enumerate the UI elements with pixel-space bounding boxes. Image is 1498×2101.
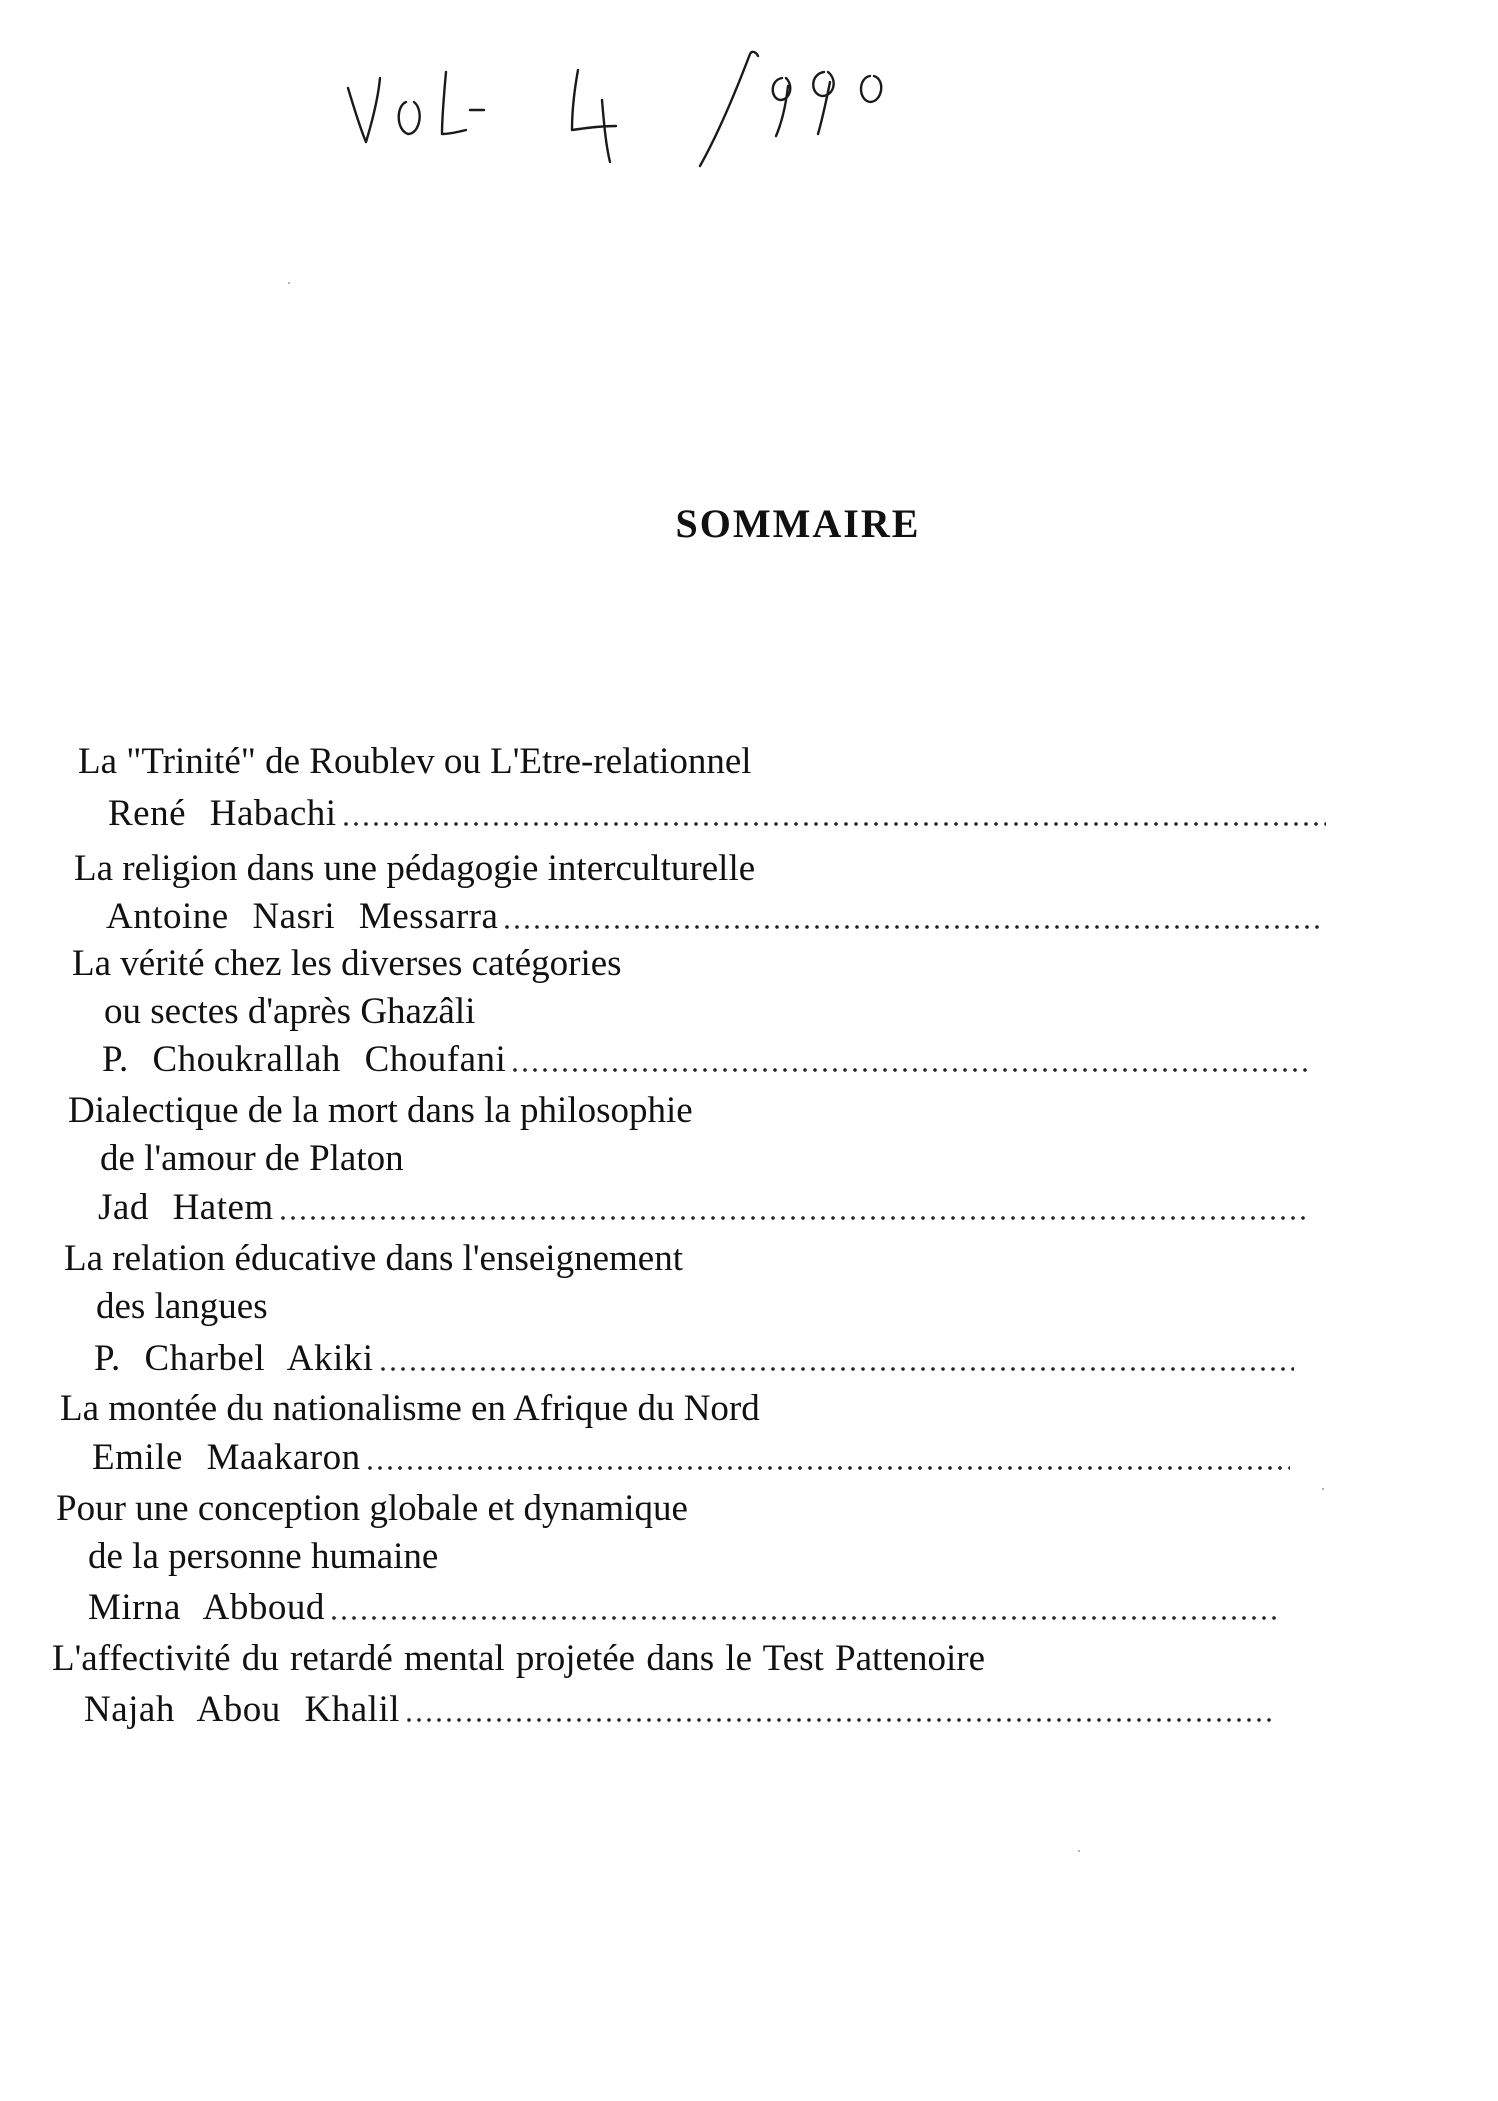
entry-author-row	[84, 1686, 1276, 1728]
entry-title-line: L'affectivité du retardé mental projetée dans le Test Pattenoire	[52, 1638, 986, 1679]
entry-title-line: Dialectique de la mort dans la philosophie	[68, 1090, 693, 1131]
entry-title-line: ou sectes d'après Ghazâli	[104, 991, 476, 1032]
entry-author: René Habachi	[108, 793, 337, 834]
entry-author-row	[102, 1036, 1312, 1078]
entry-author-row	[108, 790, 1326, 832]
dot-leader	[341, 820, 1326, 828]
contents-heading: SOMMAIRE	[675, 501, 921, 546]
entry-author-row	[98, 1184, 1308, 1226]
entry-title-line: La vérité chez les diverses catégories	[72, 943, 622, 984]
dot-leader	[378, 1365, 1294, 1373]
scan-speck	[1322, 1488, 1324, 1490]
entry-author-row	[106, 893, 1322, 935]
scan-speck	[1078, 1850, 1080, 1852]
entry-title-line: La montée du nationalisme en Afrique du Nord	[60, 1388, 760, 1429]
entry-author-row	[92, 1434, 1290, 1476]
entry-author: Mirna Abboud	[88, 1587, 325, 1628]
scan-speck	[288, 282, 290, 284]
entry-title-line: Pour une conception globale et dynamique	[56, 1488, 688, 1529]
dot-leader	[502, 923, 1322, 931]
dot-leader	[510, 1066, 1312, 1074]
dot-leader	[278, 1214, 1308, 1222]
entry-author: Najah Abou Khalil	[84, 1689, 401, 1730]
dot-leader	[365, 1464, 1290, 1472]
entry-title-line: des langues	[96, 1286, 268, 1327]
entry-title-line: La relation éducative dans l'enseignement	[64, 1238, 683, 1279]
entry-author: Antoine Nasri Messarra	[106, 896, 499, 937]
entry-author: P. Choukrallah Choufani	[102, 1039, 507, 1080]
entry-author: P. Charbel Akiki	[94, 1338, 374, 1379]
entry-author-row	[88, 1584, 1278, 1626]
dot-leader	[329, 1614, 1278, 1622]
entry-title-line: de l'amour de Platon	[100, 1138, 404, 1179]
dot-leader	[404, 1716, 1276, 1724]
entry-author-row	[94, 1335, 1294, 1377]
entry-author: Emile Maakaron	[92, 1437, 361, 1478]
entry-title-line: La religion dans une pédagogie interculturelle	[74, 848, 756, 889]
entry-title-line: de la personne humaine	[88, 1536, 439, 1577]
entry-title-line: La "Trinité" de Roublev ou L'Etre-relationnel	[78, 741, 752, 782]
entry-author: Jad Hatem	[98, 1187, 274, 1228]
